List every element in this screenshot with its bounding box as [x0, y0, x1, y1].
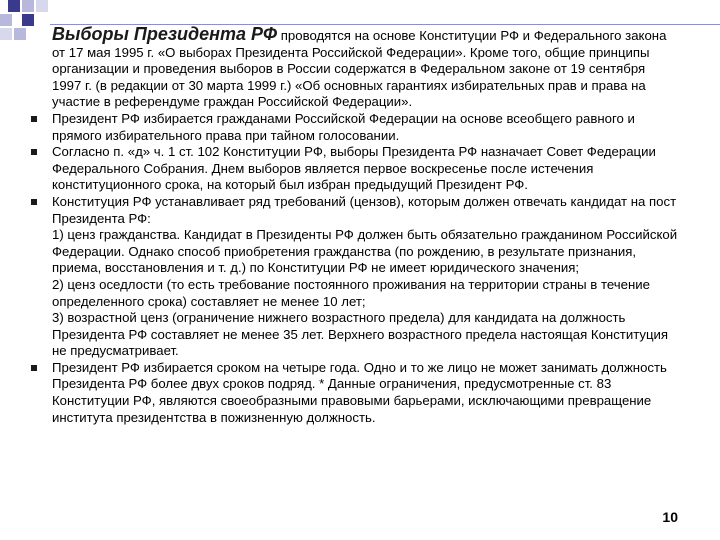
bullet-text: 1) ценз гражданства. Кандидат в Президенты РФ должен быть обязательно гражданином Российской Федерации. Однако способ приобретения гражданства (по рождению, в результате признания, приема, восстановления и т. д.) по Конституции РФ не имеет юридического значения;: [52, 227, 678, 276]
bullet-item: [34, 360, 682, 426]
bullet-text: Конституция РФ устанавливает ряд требований (цензов), которым должен отвечать кандидат на пост Президента РФ:: [52, 193, 677, 226]
slide-title: Выборы Президента РФ: [52, 24, 278, 44]
bullet-text: Президент РФ избирается гражданами Российской Федерации на основе всеобщего равного и прямого избирательного права при тайном голосовании.: [52, 110, 635, 143]
square-bullet-icon: [31, 149, 37, 155]
bullet-text: Президент РФ избирается сроком на четыре года. Одно и то же лицо не может занимать должность Президента РФ более двух сроков подряд. * Данные ограничения, предусмотренные ст. 83 Конституции РФ, являются своеобразными правовыми барьерами, исключающими превращение института президентства в пожизненную должность.: [52, 359, 667, 425]
bullet-item: [34, 111, 682, 144]
square-bullet-icon: [31, 116, 37, 122]
bullet-text: 2) ценз оседлости (то есть требование постоянного проживания на территории страны в течение определенного срока) составляет не менее 10 лет;: [52, 276, 650, 309]
slide-body: [52, 24, 678, 426]
bullet-list: [52, 110, 678, 426]
bullet-text: 3) возрастной ценз (ограничение нижнего возрастного предела) для кандидата на должность Президента РФ составляет не менее 35 лет. Верхнего возрастного предела настоящая Конституция не предусматривает.: [52, 310, 669, 359]
square-bullet-icon: [31, 199, 37, 205]
page-number: 10: [662, 509, 678, 525]
bullet-item: [34, 194, 682, 360]
bullet-text: Согласно п. «д» ч. 1 ст. 102 Конституции РФ, выборы Президента РФ назначает Совет Федерации Федерального Собрания. Днем выборов является первое воскресенье после истечения конституционного срока, на который был избран предыдущий Президент РФ.: [52, 144, 656, 193]
bullet-item: [34, 144, 682, 194]
intro-text: проводятся на основе Конституции РФ и Федерального закона от 17 мая 1995 г. «О выборах Президента Российской Федерации». Кроме того, общие принципы организации и проведения выборов в России содержатся в Федеральном законе от 19 сентября 1997 г. (в редакции от 30 марта 1999 г.) «Об основных гарантиях избирательных прав и права на участие в референдуме граждан Российской Федерации».: [52, 28, 667, 110]
intro-paragraph: [52, 26, 672, 111]
square-bullet-icon: [31, 365, 37, 371]
